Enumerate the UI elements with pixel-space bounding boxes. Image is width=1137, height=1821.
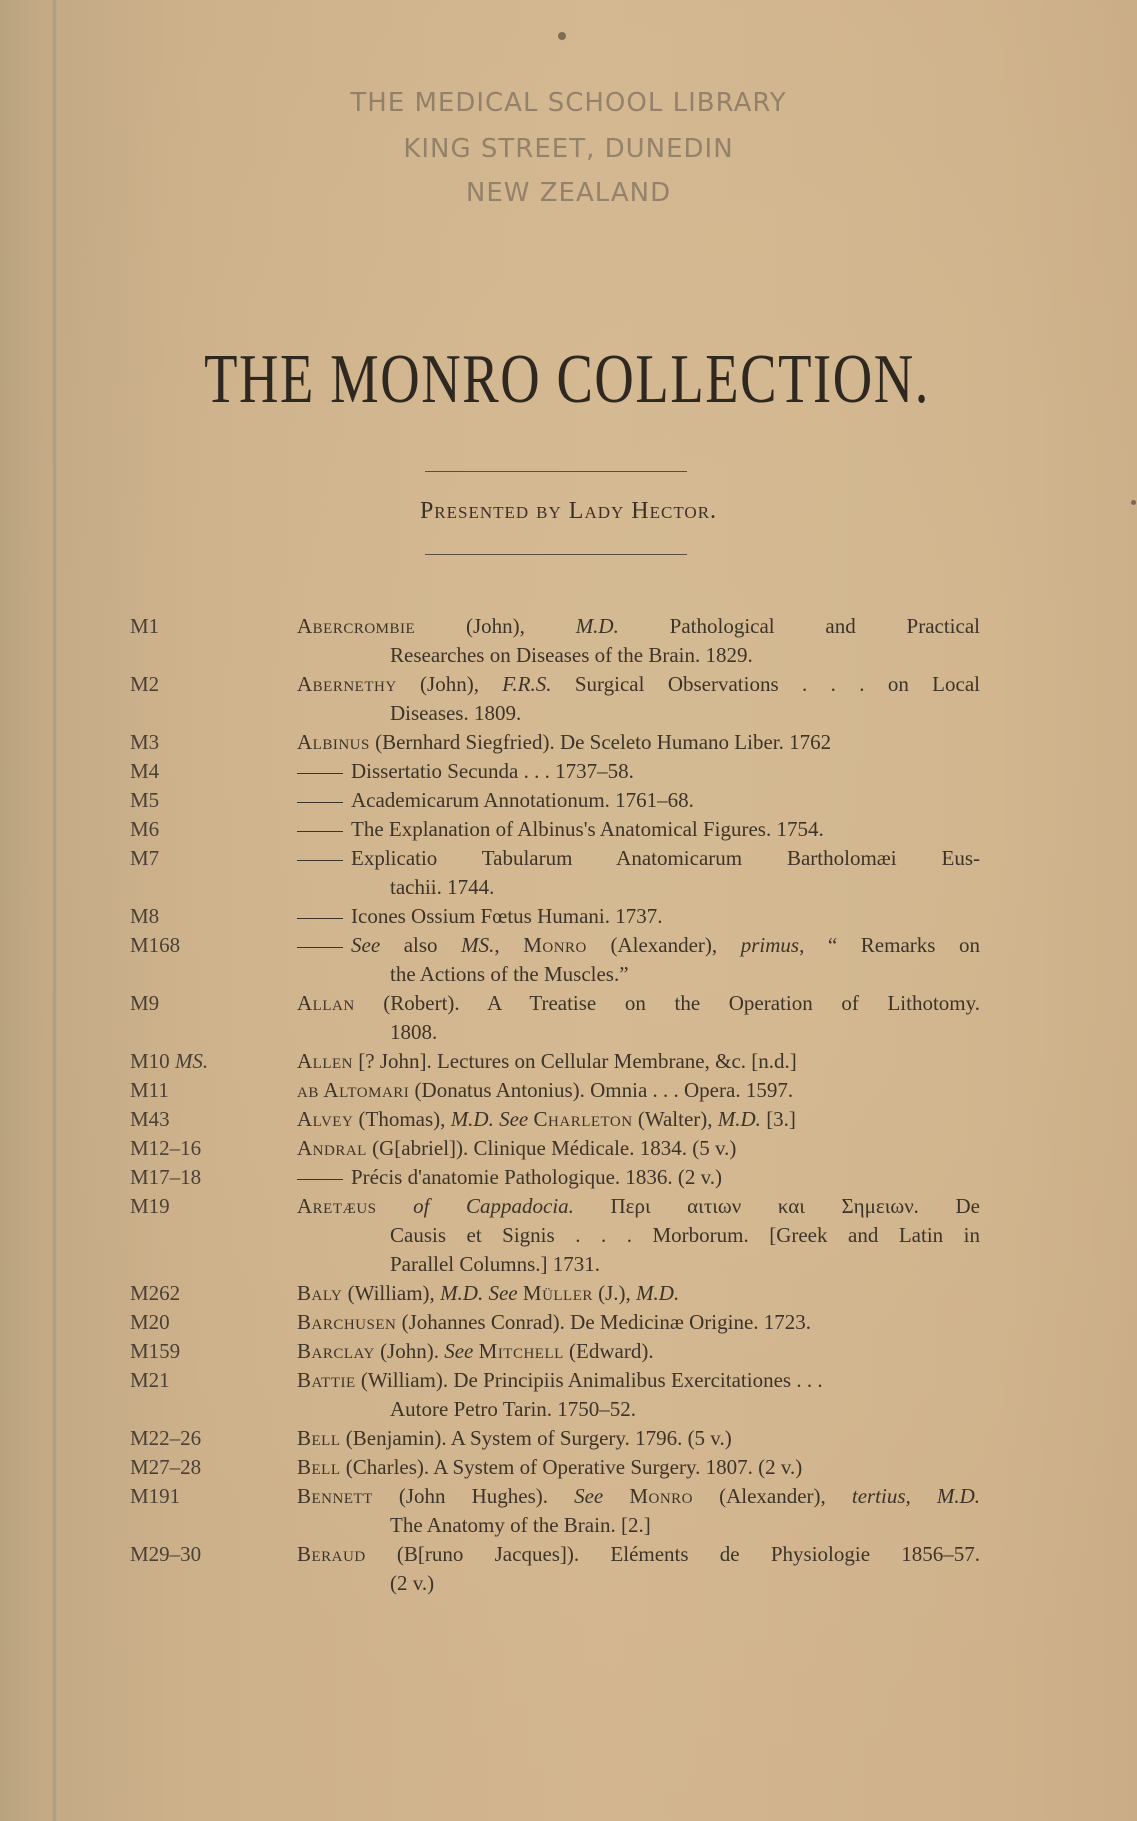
shelfmark-number: M20 — [130, 1310, 170, 1334]
library-stamp-line-3: NEW ZEALAND — [465, 178, 672, 208]
catalogue-entry — [0, 1134, 1137, 1163]
author-name: Müller — [522, 1281, 593, 1305]
author-name: Monro — [523, 933, 587, 957]
entry-text-segment: (William). De Principiis Animalibus Exercitationes . . . — [355, 1368, 823, 1392]
shelfmark — [130, 902, 290, 931]
entry-text-segment: (Walter), — [632, 1107, 718, 1131]
ditto-dash — [297, 947, 343, 948]
entry-text-segment: The Explanation of Albinus's Anatomical Figures. 1754. — [351, 817, 824, 841]
shelfmark — [130, 1308, 290, 1337]
entry-text — [297, 1424, 980, 1453]
entry-text — [297, 815, 980, 844]
entry-line — [297, 1482, 980, 1511]
catalogue-entry — [0, 1105, 1137, 1134]
entry-text — [297, 612, 980, 670]
italic-text: M.D. — [717, 1107, 761, 1131]
shelfmark — [130, 1047, 290, 1076]
catalogue-entry — [0, 931, 1137, 989]
entry-text — [297, 1076, 980, 1105]
entry-line — [297, 1105, 980, 1134]
page-title: THE MONRO COLLECTION. — [204, 341, 930, 418]
author-name: Allan — [297, 991, 355, 1015]
italic-text: M.D. — [575, 614, 619, 638]
shelfmark — [130, 757, 290, 786]
entry-text-segment: (Johannes Conrad). De Medicinæ Origine. 1723. — [396, 1310, 812, 1334]
entry-line — [297, 873, 980, 902]
entry-text-segment: (John), — [396, 672, 503, 696]
ditto-dash — [297, 831, 343, 832]
catalogue-entry — [0, 1279, 1137, 1308]
shelfmark-number: M159 — [130, 1339, 181, 1363]
ditto-dash — [297, 773, 343, 774]
entry-text-segment: , “ Remarks on — [799, 933, 980, 957]
author-name: ab Altomari — [297, 1078, 410, 1102]
shelfmark — [130, 670, 290, 699]
shelfmark-number: M8 — [130, 904, 160, 928]
entry-line — [297, 902, 980, 931]
shelfmark — [130, 815, 290, 844]
author-name: Mitchell — [478, 1339, 564, 1363]
italic-text: MS. — [461, 933, 495, 957]
entry-line — [297, 1569, 980, 1598]
entry-text-segment: (Thomas), — [353, 1107, 451, 1131]
shelfmark — [130, 1540, 290, 1569]
entry-text — [297, 1279, 980, 1308]
shelfmark-number: M7 — [130, 846, 160, 870]
entry-text-segment: Dissertatio Secunda . . . 1737–58. — [351, 759, 634, 783]
shelfmark-number: M3 — [130, 730, 160, 754]
catalogue-entry — [0, 612, 1137, 670]
catalogue-entry — [0, 902, 1137, 931]
entry-line — [297, 1395, 980, 1424]
catalogue-entry — [0, 757, 1137, 786]
library-stamp-line-1: THE MEDICAL SCHOOL LIBRARY — [350, 88, 787, 118]
italic-text: primus — [740, 933, 800, 957]
shelfmark — [130, 786, 290, 815]
author-name: Bennett — [297, 1484, 373, 1508]
entry-line — [297, 1366, 980, 1395]
shelfmark — [130, 1424, 290, 1453]
entry-text — [297, 1482, 980, 1540]
ditto-dash — [297, 918, 343, 919]
entry-text — [297, 757, 980, 786]
entry-text-segment: Pathological and Practical — [618, 614, 980, 638]
shelfmark-number: M191 — [130, 1484, 181, 1508]
entry-line — [297, 844, 980, 873]
author-name: Abercrombie — [297, 614, 416, 638]
entry-line — [297, 786, 980, 815]
entry-line — [297, 1337, 980, 1366]
catalogue-entry — [0, 786, 1137, 815]
entry-line — [297, 670, 980, 699]
entry-text-segment — [603, 1484, 629, 1508]
entry-text-segment: Diseases. 1809. — [390, 701, 522, 725]
shelfmark — [130, 612, 290, 641]
entry-line — [297, 1540, 980, 1569]
author-name: Barclay — [297, 1339, 375, 1363]
shelfmark-number: M17–18 — [130, 1165, 202, 1189]
shelfmark — [130, 1076, 290, 1105]
ink-spot — [558, 32, 566, 40]
shelfmark-number: M21 — [130, 1368, 170, 1392]
entry-text-segment: Précis d'anatomie Pathologique. 1836. (2 v.) — [351, 1165, 723, 1189]
page-subtitle: Presented by Lady Hector. — [419, 498, 718, 524]
entry-text-segment: tachii. 1744. — [390, 875, 495, 899]
entry-text-segment: The Anatomy of the Brain. [2.] — [390, 1513, 651, 1537]
entry-text-segment: (Charles). A System of Operative Surgery. 1807. (2 v.) — [340, 1455, 803, 1479]
entry-text-segment: (Bernhard Siegfried). De Sceleto Humano Liber. 1762 — [369, 730, 832, 754]
entry-text-segment: (Alexander), — [586, 933, 741, 957]
entry-line — [297, 728, 980, 757]
shelfmark-number: M19 — [130, 1194, 170, 1218]
entry-text-segment: (John). — [374, 1339, 445, 1363]
entry-text-segment: Icones Ossium Fœtus Humani. 1737. — [351, 904, 663, 928]
divider-rule-bottom — [425, 554, 687, 555]
entry-line — [297, 757, 980, 786]
entry-text — [297, 1047, 980, 1076]
entry-text-segment: (William), — [342, 1281, 441, 1305]
entry-text-segment: (J.), — [592, 1281, 637, 1305]
catalogue-entry — [0, 815, 1137, 844]
entry-line — [297, 1047, 980, 1076]
shelfmark-number: M2 — [130, 672, 160, 696]
catalogue-entry — [0, 1366, 1137, 1424]
entry-line — [297, 1279, 980, 1308]
entry-text-segment: Academicarum Annotationum. 1761–68. — [351, 788, 694, 812]
catalogue-entry — [0, 728, 1137, 757]
entry-line — [297, 815, 980, 844]
catalogue-entry — [0, 1192, 1137, 1279]
entry-text-segment: also — [380, 933, 462, 957]
shelfmark-number: M27–28 — [130, 1455, 202, 1479]
entry-line — [297, 612, 980, 641]
ditto-dash — [297, 1179, 343, 1180]
shelfmark-number: M10 — [130, 1049, 170, 1073]
shelfmark-number: M1 — [130, 614, 160, 638]
entry-line — [297, 1134, 980, 1163]
entry-line — [297, 1453, 980, 1482]
author-name: Charleton — [533, 1107, 633, 1131]
ditto-dash — [297, 802, 343, 803]
catalogue-entry — [0, 1047, 1137, 1076]
entry-line — [297, 699, 980, 728]
shelfmark — [130, 1163, 290, 1192]
entry-text — [297, 1134, 980, 1163]
catalogue-entry — [0, 1453, 1137, 1482]
entry-line — [297, 989, 980, 1018]
author-name: Andral — [297, 1136, 367, 1160]
entry-text — [297, 931, 980, 989]
entry-text-segment: (Benjamin). A System of Surgery. 1796. (5 v.) — [340, 1426, 732, 1450]
italic-text: F.R.S. — [502, 672, 552, 696]
entry-text-segment: , — [494, 933, 524, 957]
italic-text: tertius, M.D. — [851, 1484, 981, 1508]
entry-text-segment: (Robert). A Treatise on the Operation of Lithotomy. — [354, 991, 980, 1015]
italic-text: M.D. — [636, 1281, 680, 1305]
italic-text: See — [574, 1484, 604, 1508]
italic-text: M.D. — [450, 1107, 494, 1131]
entry-line — [297, 1192, 980, 1221]
entry-text-segment: (2 v.) — [390, 1571, 435, 1595]
author-name: Albinus — [297, 730, 370, 754]
entry-line — [297, 1018, 980, 1047]
shelfmark-number: M5 — [130, 788, 160, 812]
author-name: Baly — [297, 1281, 343, 1305]
author-name: Alvey — [297, 1107, 354, 1131]
entry-line — [297, 1250, 980, 1279]
shelfmark-number: M12–16 — [130, 1136, 202, 1160]
entry-text — [297, 670, 980, 728]
catalogue-entries — [0, 612, 1137, 1598]
entry-line — [297, 1424, 980, 1453]
catalogue-entry — [0, 989, 1137, 1047]
catalogue-entry — [0, 1076, 1137, 1105]
entry-text — [297, 1540, 980, 1598]
entry-line — [297, 641, 980, 670]
entry-text — [297, 844, 980, 902]
entry-line — [297, 960, 980, 989]
entry-text — [297, 1366, 980, 1424]
shelfmark — [130, 844, 290, 873]
entry-text-segment: Autore Petro Tarin. 1750–52. — [390, 1397, 637, 1421]
author-name: Beraud — [297, 1542, 366, 1566]
entry-text — [297, 1163, 980, 1192]
italic-text: See — [444, 1339, 474, 1363]
shelfmark-number: M262 — [130, 1281, 181, 1305]
shelfmark — [130, 1192, 290, 1221]
entry-text-segment: (G[abriel]). Clinique Médicale. 1834. (5 v.) — [366, 1136, 737, 1160]
entry-line — [297, 931, 980, 960]
shelfmark-manuscript-note: MS. — [169, 1049, 209, 1073]
italic-text: M.D. — [440, 1281, 484, 1305]
entry-text — [297, 1337, 980, 1366]
entry-line — [297, 1163, 980, 1192]
author-name: Battie — [297, 1368, 356, 1392]
author-name: Abernethy — [297, 672, 397, 696]
catalogue-entry — [0, 1163, 1137, 1192]
entry-text-segment: (Alexander), — [693, 1484, 852, 1508]
entry-text-segment — [377, 1194, 414, 1218]
entry-text — [297, 1453, 980, 1482]
entry-text-segment: 1808. — [390, 1020, 438, 1044]
entry-text — [297, 786, 980, 815]
shelfmark — [130, 1134, 290, 1163]
ditto-dash — [297, 860, 343, 861]
italic-text: See — [351, 933, 381, 957]
shelfmark — [130, 1279, 290, 1308]
entry-text — [297, 1308, 980, 1337]
entry-text-segment: (John), — [415, 614, 576, 638]
shelfmark-number: M29–30 — [130, 1542, 202, 1566]
catalogue-entry — [0, 1337, 1137, 1366]
divider-rule-top — [425, 471, 687, 472]
entry-text-segment: (B[runo Jacques]). Eléments de Physiologie 1856–57. — [365, 1542, 980, 1566]
catalogue-entry — [0, 1540, 1137, 1598]
italic-text: of Cappadocia. — [413, 1194, 574, 1218]
entry-text — [297, 989, 980, 1047]
shelfmark — [130, 989, 290, 1018]
author-name: Bell — [297, 1426, 341, 1450]
entry-text-segment: [? John]. Lectures on Cellular Membrane, &c. [n.d.] — [353, 1049, 797, 1073]
shelfmark-number: M43 — [130, 1107, 170, 1131]
entry-text — [297, 728, 980, 757]
catalogue-entry — [0, 1308, 1137, 1337]
entry-text-segment: Surgical Observations . . . on Local — [551, 672, 980, 696]
shelfmark-number: M9 — [130, 991, 160, 1015]
entry-text-segment: (Edward). — [563, 1339, 654, 1363]
catalogue-entry — [0, 1482, 1137, 1540]
shelfmark-number: M6 — [130, 817, 160, 841]
shelfmark-number: M168 — [130, 933, 181, 957]
entry-text-segment: (John Hughes). — [372, 1484, 575, 1508]
entry-line — [297, 1308, 980, 1337]
shelfmark — [130, 1453, 290, 1482]
shelfmark-number: M22–26 — [130, 1426, 202, 1450]
entry-line — [297, 1511, 980, 1540]
entry-text — [297, 902, 980, 931]
entry-text-segment: [3.] — [760, 1107, 796, 1131]
entry-text-segment: the Actions of the Muscles.” — [390, 962, 629, 986]
entry-text-segment: (Donatus Antonius). Omnia . . . Opera. 1597. — [409, 1078, 794, 1102]
shelfmark-number: M11 — [130, 1078, 169, 1102]
shelfmark — [130, 1366, 290, 1395]
italic-text: See — [499, 1107, 529, 1131]
shelfmark — [130, 728, 290, 757]
author-name: Bell — [297, 1455, 341, 1479]
entry-text-segment: Περι αιτιων και Σημειων. De — [573, 1194, 980, 1218]
entry-text-segment: Explicatio Tabularum Anatomicarum Bartholomæi Eus- — [351, 846, 980, 870]
entry-text-segment: Parallel Columns.] 1731. — [390, 1252, 600, 1276]
catalogue-entry — [0, 670, 1137, 728]
entry-line — [297, 1221, 980, 1250]
catalogue-entry — [0, 1424, 1137, 1453]
shelfmark — [130, 1337, 290, 1366]
entry-text — [297, 1105, 980, 1134]
library-stamp-line-2: KING STREET, DUNEDIN — [403, 134, 734, 164]
shelfmark — [130, 1105, 290, 1134]
author-name: Allen — [297, 1049, 353, 1073]
catalogue-entry — [0, 844, 1137, 902]
entry-text-segment: Researches on Diseases of the Brain. 1829. — [390, 643, 753, 667]
author-name: Monro — [629, 1484, 694, 1508]
author-name: Barchusen — [297, 1310, 397, 1334]
shelfmark — [130, 931, 290, 960]
italic-text: See — [488, 1281, 518, 1305]
author-name: Aretæus — [297, 1194, 377, 1218]
entry-line — [297, 1076, 980, 1105]
entry-text — [297, 1192, 980, 1279]
shelfmark — [130, 1482, 290, 1511]
entry-text-segment: Causis et Signis . . . Morborum. [Greek and Latin in — [390, 1223, 980, 1247]
shelfmark-number: M4 — [130, 759, 160, 783]
